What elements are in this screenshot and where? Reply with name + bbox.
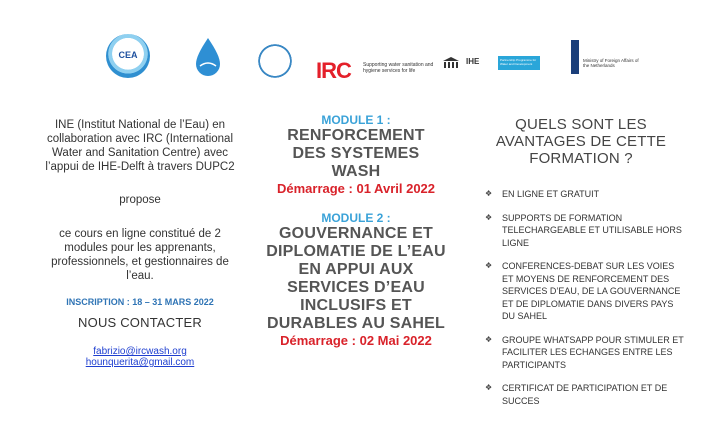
ihe-unesco-logo: [442, 56, 540, 70]
module-1-title: RENFORCEMENT DES SYSTEMES WASH: [287, 127, 425, 180]
advantages-title: QUELS SONT LES AVANTAGES DE CETTE FORMATION ?: [495, 116, 667, 167]
diamond-bullet-icon: ❖: [485, 189, 493, 198]
contact-title: NOUS CONTACTER: [78, 315, 202, 330]
netherlands-ribbon-logo: [571, 40, 579, 74]
diamond-bullet-icon: ❖: [485, 383, 493, 392]
water-drop-logo: [194, 36, 222, 76]
course-description: ce cours en ligne constitué de 2 modules pour les apprenants, professionnels, et gestionnaires de l’eau.: [51, 228, 229, 282]
module-2: [256, 211, 456, 349]
irc-logo-letters: IRC: [316, 58, 351, 83]
irc-logo: [316, 58, 434, 84]
module-1-label: MODULE 1 :: [321, 113, 391, 127]
module-1: [256, 113, 456, 197]
module-2-start-date: Démarrage : 02 Mai 2022: [280, 333, 432, 348]
module-1-start-date: Démarrage : 01 Avril 2022: [276, 181, 436, 196]
module-2-title: GOUVERNANCE ET DIPLOMATIE DE L’EAU EN APPUI AUX SERVICES D’EAU INCLUSIFS ET DURABLES AU SAHEL: [266, 225, 446, 332]
advantage-text: GROUPE WHATSAPP POUR STIMULER ET FACILITER LES ECHANGES ENTRE LES PARTICIPANTS: [502, 334, 684, 370]
email-link-hounquerita[interactable]: hounquerita@gmail.com: [85, 357, 195, 368]
ihe-partnership-text: Partnership Programme for Water and Development: [500, 58, 537, 66]
netherlands-ministry-text: Ministry of Foreign Affairs of the Netherlands: [583, 58, 639, 68]
modules-column: [256, 113, 456, 349]
advantage-text: EN LIGNE ET GRATUIT: [502, 189, 600, 199]
advantage-text: SUPPORTS DE FORMATION TELECHARGEABLE ET UTILISABLE HORS LIGNE: [502, 212, 682, 248]
module-2-label: MODULE 2 :: [321, 211, 391, 225]
ihe-partnership-block: [498, 56, 540, 70]
advantage-text: CONFERENCES-DEBAT SUR LES VOIES ET MOYENS DE RENFORCEMENT DES SERVICES D’EAU, DE LA GOUVERNANCE ET DE DIPLOMATIE DANS DIVERS PAYS DU SAHEL: [502, 261, 681, 321]
ine-logo: [256, 42, 294, 80]
list-item: [476, 260, 686, 323]
list-item: [476, 334, 686, 372]
irc-tagline: Supporting water sanitation and hygiene services for life: [363, 62, 434, 74]
unesco-temple-icon: [442, 56, 460, 70]
inscription-dates: INSCRIPTION : 18 – 31 MARS 2022: [66, 297, 214, 307]
ihe-label: IHE: [466, 57, 480, 66]
intro-text: INE (Institut National de l’Eau) en collaboration avec IRC (International Water and Sanitation Centre) avec l’appui de IHE-Delft à travers DUPC2: [45, 119, 235, 173]
diamond-bullet-icon: ❖: [485, 334, 493, 344]
cewash-logo-text: CEA: [118, 50, 138, 60]
list-item: [476, 382, 686, 407]
propose-text: propose: [119, 194, 161, 206]
list-item: [476, 188, 686, 201]
advantages-column: [476, 116, 686, 418]
cewash-logo: [106, 34, 150, 78]
contact-emails: [40, 346, 240, 368]
advantage-text: CERTIFICAT DE PARTICIPATION ET DE SUCCES: [502, 383, 668, 406]
advantages-list: [476, 188, 686, 407]
email-link-fabrizio[interactable]: fabrizio@ircwash.org: [93, 346, 187, 357]
list-item: [476, 212, 686, 250]
left-column: [40, 118, 240, 368]
diamond-bullet-icon: ❖: [485, 212, 493, 222]
diamond-bullet-icon: ❖: [485, 261, 493, 270]
